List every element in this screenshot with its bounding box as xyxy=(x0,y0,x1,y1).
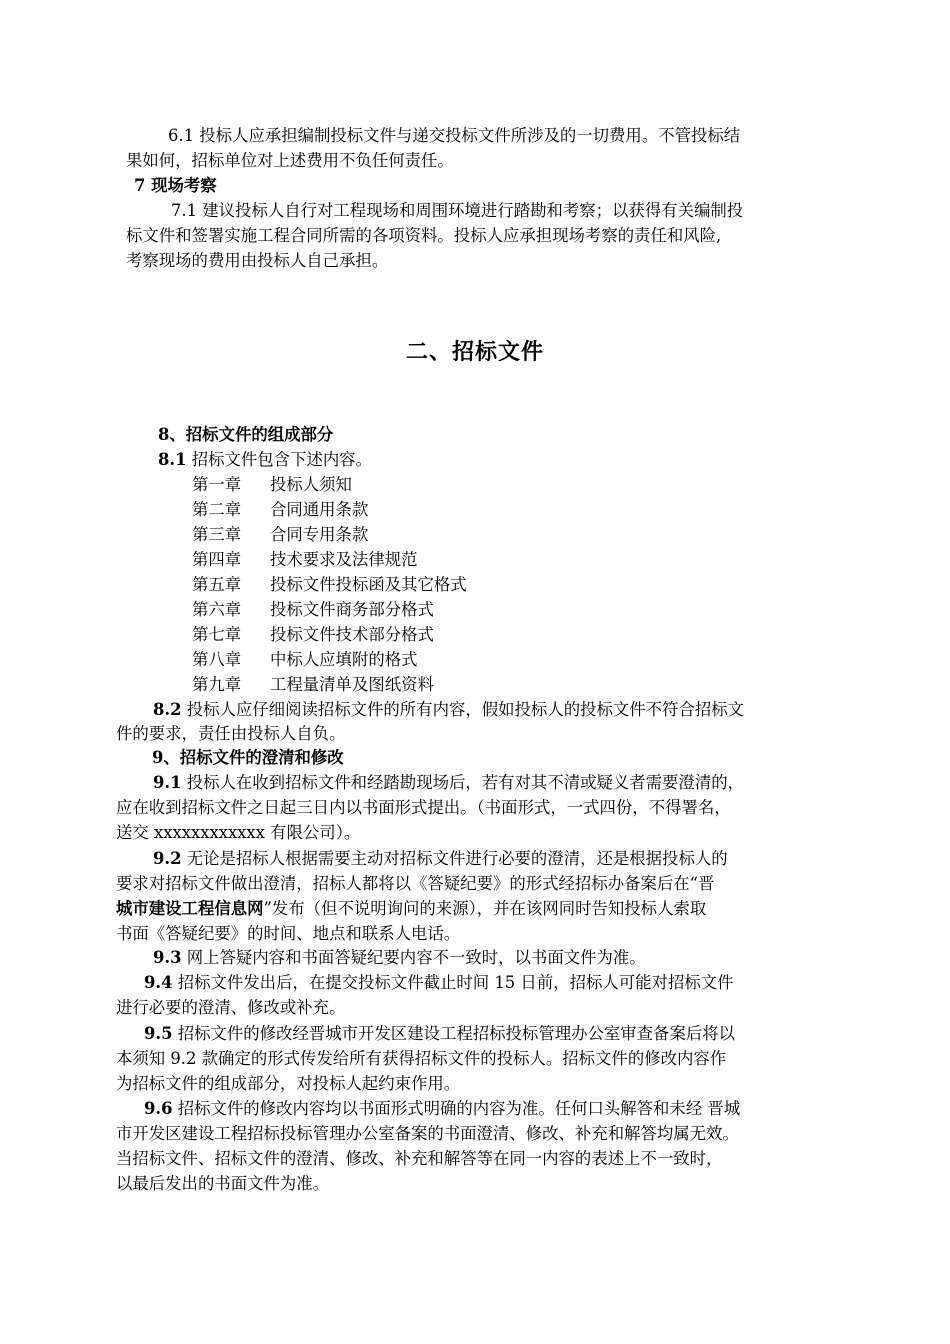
para-6-1-line1: 6.1 投标人应承担编制投标文件与递交投标文件所涉及的一切费用。不管投标结 xyxy=(168,126,741,145)
chapter-list-item: 第二章 合同通用条款 xyxy=(192,500,369,519)
para-9-6-line2: 市开发区建设工程招标投标管理办公室备案的书面澄清、修改、补充和解答均属无效。 xyxy=(116,1124,739,1143)
para-6-1-line2: 果如何，招标单位对上述费用不负任何责任。 xyxy=(126,151,454,170)
para-9-6-number: 9.6 xyxy=(144,1099,173,1118)
para-8-1-number: 8.1 xyxy=(158,450,187,469)
chapter-list-item: 第六章 投标文件商务部分格式 xyxy=(192,600,434,619)
para-7-1-line3: 考察现场的费用由投标人自己承担。 xyxy=(126,251,389,270)
para-9-4-number: 9.4 xyxy=(144,973,173,992)
para-9-2-line2: 要求对招标文件做出澄清，招标人都将以《答疑纪要》的形式经招标办备案后在“晋 xyxy=(116,874,715,893)
section-title: 二、招标文件 xyxy=(405,339,544,365)
para-9-1-number: 9.1 xyxy=(153,773,182,792)
para-8-2-line2: 件的要求，责任由投标人自负。 xyxy=(116,724,346,743)
para-7-1-line2: 标文件和签署实施工程合同所需的各项资料。投标人应承担现场考察的责任和风险, xyxy=(126,226,722,245)
para-9-1-line2: 应在收到招标文件之日起三日内以书面形式提出。（书面形式，一式四份，不得署名， xyxy=(116,798,731,817)
chapter-list-item: 第五章 投标文件投标函及其它格式 xyxy=(192,575,467,594)
para-8-1 xyxy=(158,448,372,473)
chapter-list-item: 第一章 投标人须知 xyxy=(192,475,352,494)
para-9-2-line1: 9.2 无论是招标人根据需要主动对招标文件进行必要的澄清，还是根据投标人的 xyxy=(153,849,728,868)
chapter-list-item: 第三章 合同专用条款 xyxy=(192,525,369,544)
para-9-5-line2: 本须知 9.2 款确定的形式传发给所有获得招标文件的投标人。招标文件的修改内容作 xyxy=(116,1049,727,1068)
para-9-2-line3: 城市建设工程信息网”发布（但不说明询问的来源），并在该网同时告知投标人索取 xyxy=(116,899,707,918)
para-7-1-line1: 7.1 建议投标人自行对工程现场和周围环境进行踏勘和考察；以获得有关编制投 xyxy=(171,201,744,220)
para-9-3-number: 9.3 xyxy=(153,948,182,967)
para-8-2-line1: 8.2 投标人应仔细阅读招标文件的所有内容，假如投标人的投标文件不符合招标文 xyxy=(153,700,745,719)
website-name: 城市建设工程信息网 xyxy=(116,899,264,918)
para-9-1-line1: 9.1 投标人在收到招标文件和经踏勘现场后，若有对其不清或疑义者需要澄清的， xyxy=(153,773,745,792)
para-9-6-line1: 9.6 招标文件的修改内容均以书面形式明确的内容为准。任何口头解答和未经 晋城 xyxy=(144,1099,741,1118)
para-9-5-number: 9.5 xyxy=(144,1024,173,1043)
para-9-3: 9.3 网上答疑内容和书面答疑纪要内容不一致时，以书面文件为准。 xyxy=(153,948,646,967)
chapter-list-item: 第九章 工程量清单及图纸资料 xyxy=(192,675,434,694)
para-9-1-line3: 送交 xxxxxxxxxxxx 有限公司）。 xyxy=(116,823,361,842)
heading-8: 8、招标文件的组成部分 xyxy=(158,425,334,444)
heading-7: 7 现场考察 xyxy=(134,176,217,195)
para-9-6-line3: 当招标文件、招标文件的澄清、修改、补充和解答等在同一内容的表述上不一致时， xyxy=(116,1149,723,1168)
para-9-5-line3: 为招标文件的组成部分，对投标人起约束作用。 xyxy=(116,1074,461,1093)
para-9-4-line2: 进行必要的澄清、修改或补充。 xyxy=(116,998,346,1017)
heading-9: 9、招标文件的澄清和修改 xyxy=(152,748,344,767)
para-9-5-line1: 9.5 招标文件的修改经晋城市开发区建设工程招标投标管理办公室审查备案后将以 xyxy=(144,1024,736,1043)
para-9-4-line1: 9.4 招标文件发出后，在提交投标文件截止时间 15 日前，招标人可能对招标文件 xyxy=(144,973,734,992)
para-8-2-number: 8.2 xyxy=(153,700,182,719)
para-8-1-text: 招标文件包含下述内容。 xyxy=(186,450,373,469)
para-9-2-number: 9.2 xyxy=(153,849,182,868)
chapter-list-item: 第四章 技术要求及法律规范 xyxy=(192,550,418,569)
chapter-list-item: 第八章 中标人应填附的格式 xyxy=(192,650,418,669)
para-9-6-line4: 以最后发出的书面文件为准。 xyxy=(116,1174,330,1193)
para-9-2-line4: 书面《答疑纪要》的时间、地点和联系人电话。 xyxy=(116,924,461,943)
chapter-list-item: 第七章 投标文件技术部分格式 xyxy=(192,625,434,644)
